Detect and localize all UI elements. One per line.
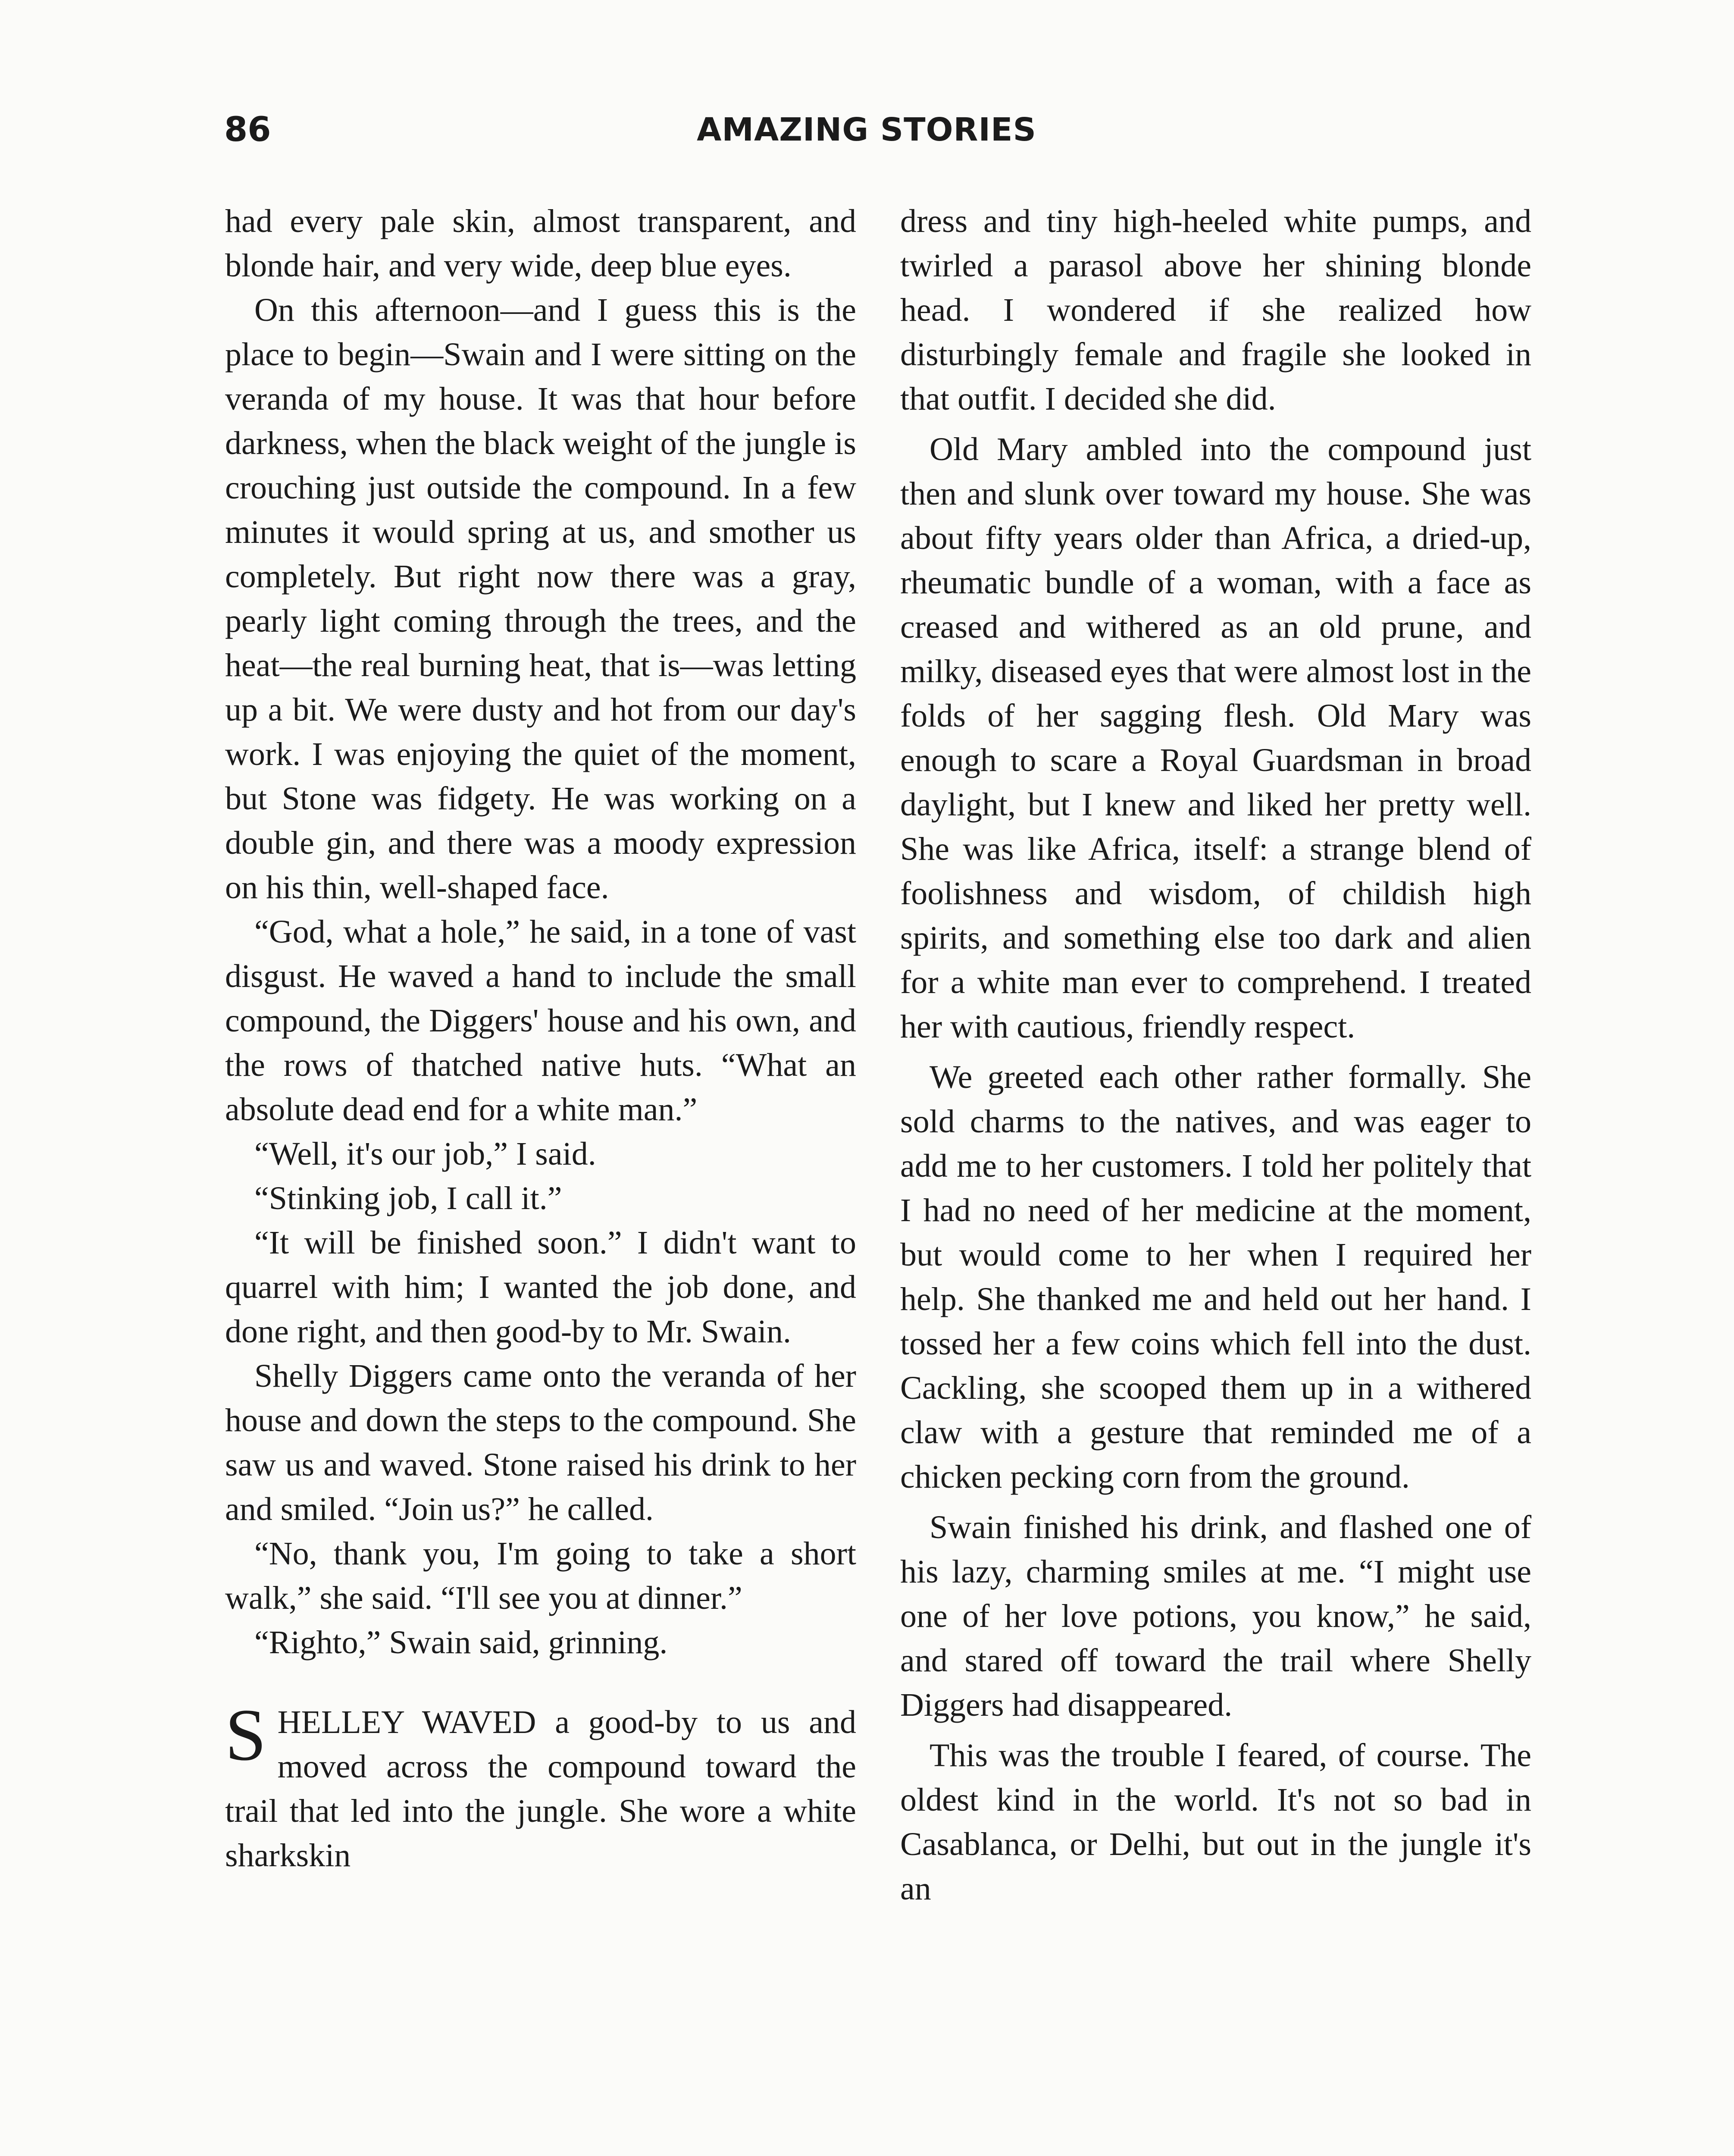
paragraph: “Righto,” Swain said, grinning. [254, 1624, 668, 1661]
paragraph: “Stinking job, I call it.” [254, 1180, 562, 1216]
right-column [900, 199, 1531, 1911]
paragraph: Shelly Diggers came onto the veranda of her house and down the steps to the compound. She saw us and waved. Stone raised his drink to her and smiled. “Join us?” he called. [225, 1358, 856, 1527]
paragraph: This was the trouble I feared, of course. The oldest kind in the world. It's not so bad in Casablanca, or Delhi, but out in the jungle it's an [900, 1737, 1531, 1907]
paragraph: Old Mary ambled into the compound just then and slunk over toward my house. She was about fifty years older than Africa, a dried-up, rheumatic bundle of a woman, with a face as creased and withered as an old prune, and milky, diseased eyes that were almost lost in the folds of her sagging flesh. Old Mary was enough to scare a Royal Guardsman in broad daylight, but I knew and liked her pretty well. She was like Africa, itself: a strange blend of foolishness and wisdom, of childish high spirits, and something else too dark and alien for a white man ever to comprehend. I treated her with cautious, friendly respect. [900, 431, 1531, 1045]
page-number: 86 [224, 110, 271, 149]
paragraph: had every pale skin, almost transparent, and blonde hair, and very wide, deep blue eyes. [225, 203, 856, 284]
section-opening-paragraph [225, 1694, 856, 1878]
paragraph: We greeted each other rather formally. She sold charms to the natives, and was eager to add me to her customers. I told her politely that I had no need of her medicine at the moment, but would come to her when I required her help. She thanked me and held out her hand. I tossed her a few coins which fell into the dust. Cackling, she scooped them up in a withered claw with a gesture that reminded me of a chicken pecking corn from the ground. [900, 1059, 1531, 1495]
paragraph: “No, thank you, I'm going to take a short walk,” she said. “I'll see you at dinner.” [225, 1536, 856, 1616]
paragraph: “It will be finished soon.” I didn't want to quarrel with him; I wanted the job done, and done right, and then good-by to Mr. Swain. [225, 1225, 856, 1350]
paragraph: “Well, it's our job,” I said. [254, 1136, 596, 1172]
drop-cap: S [225, 1694, 266, 1776]
left-column [225, 199, 856, 1878]
paragraph: On this afternoon—and I guess this is the place to begin—Swain and I were sitting on the veranda of my house. It was that hour before darkness, when the black weight of the jungle is crouching just outside the compound. In a few minutes it would spring at us, and smother us completely. But right now there was a gray, pearly light coming through the trees, and the heat—the real burning heat, that is—was letting up a bit. We were dusty and hot from our day's work. I was enjoying the quiet of the moment, but Stone was fidgety. He was working on a double gin, and there was a moody expression on his thin, well-shaped face. [225, 292, 856, 906]
running-head: AMAZING STORIES [697, 111, 1036, 148]
paragraph: Swain finished his drink, and flashed one of his lazy, charming smiles at me. “I might use one of her love potions, you know,” he said, and stared off toward the trail where Shelly Diggers had disappeared. [900, 1509, 1531, 1723]
paragraph-text: HELLEY WAVED a good-by to us and moved across the compound toward the trail that led into the jungle. She wore a white sharkskin [225, 1704, 856, 1874]
paragraph: dress and tiny high-heeled white pumps, and twirled a parasol above her shining blonde head. I wondered if she realized how disturbingly female and fragile she looked in that outfit. I decided she did. [900, 203, 1531, 417]
paragraph: “God, what a hole,” he said, in a tone of vast disgust. He waved a hand to include the small compound, the Diggers' house and his own, and the rows of thatched native huts. “What an absolute dead end for a white man.” [225, 914, 856, 1128]
